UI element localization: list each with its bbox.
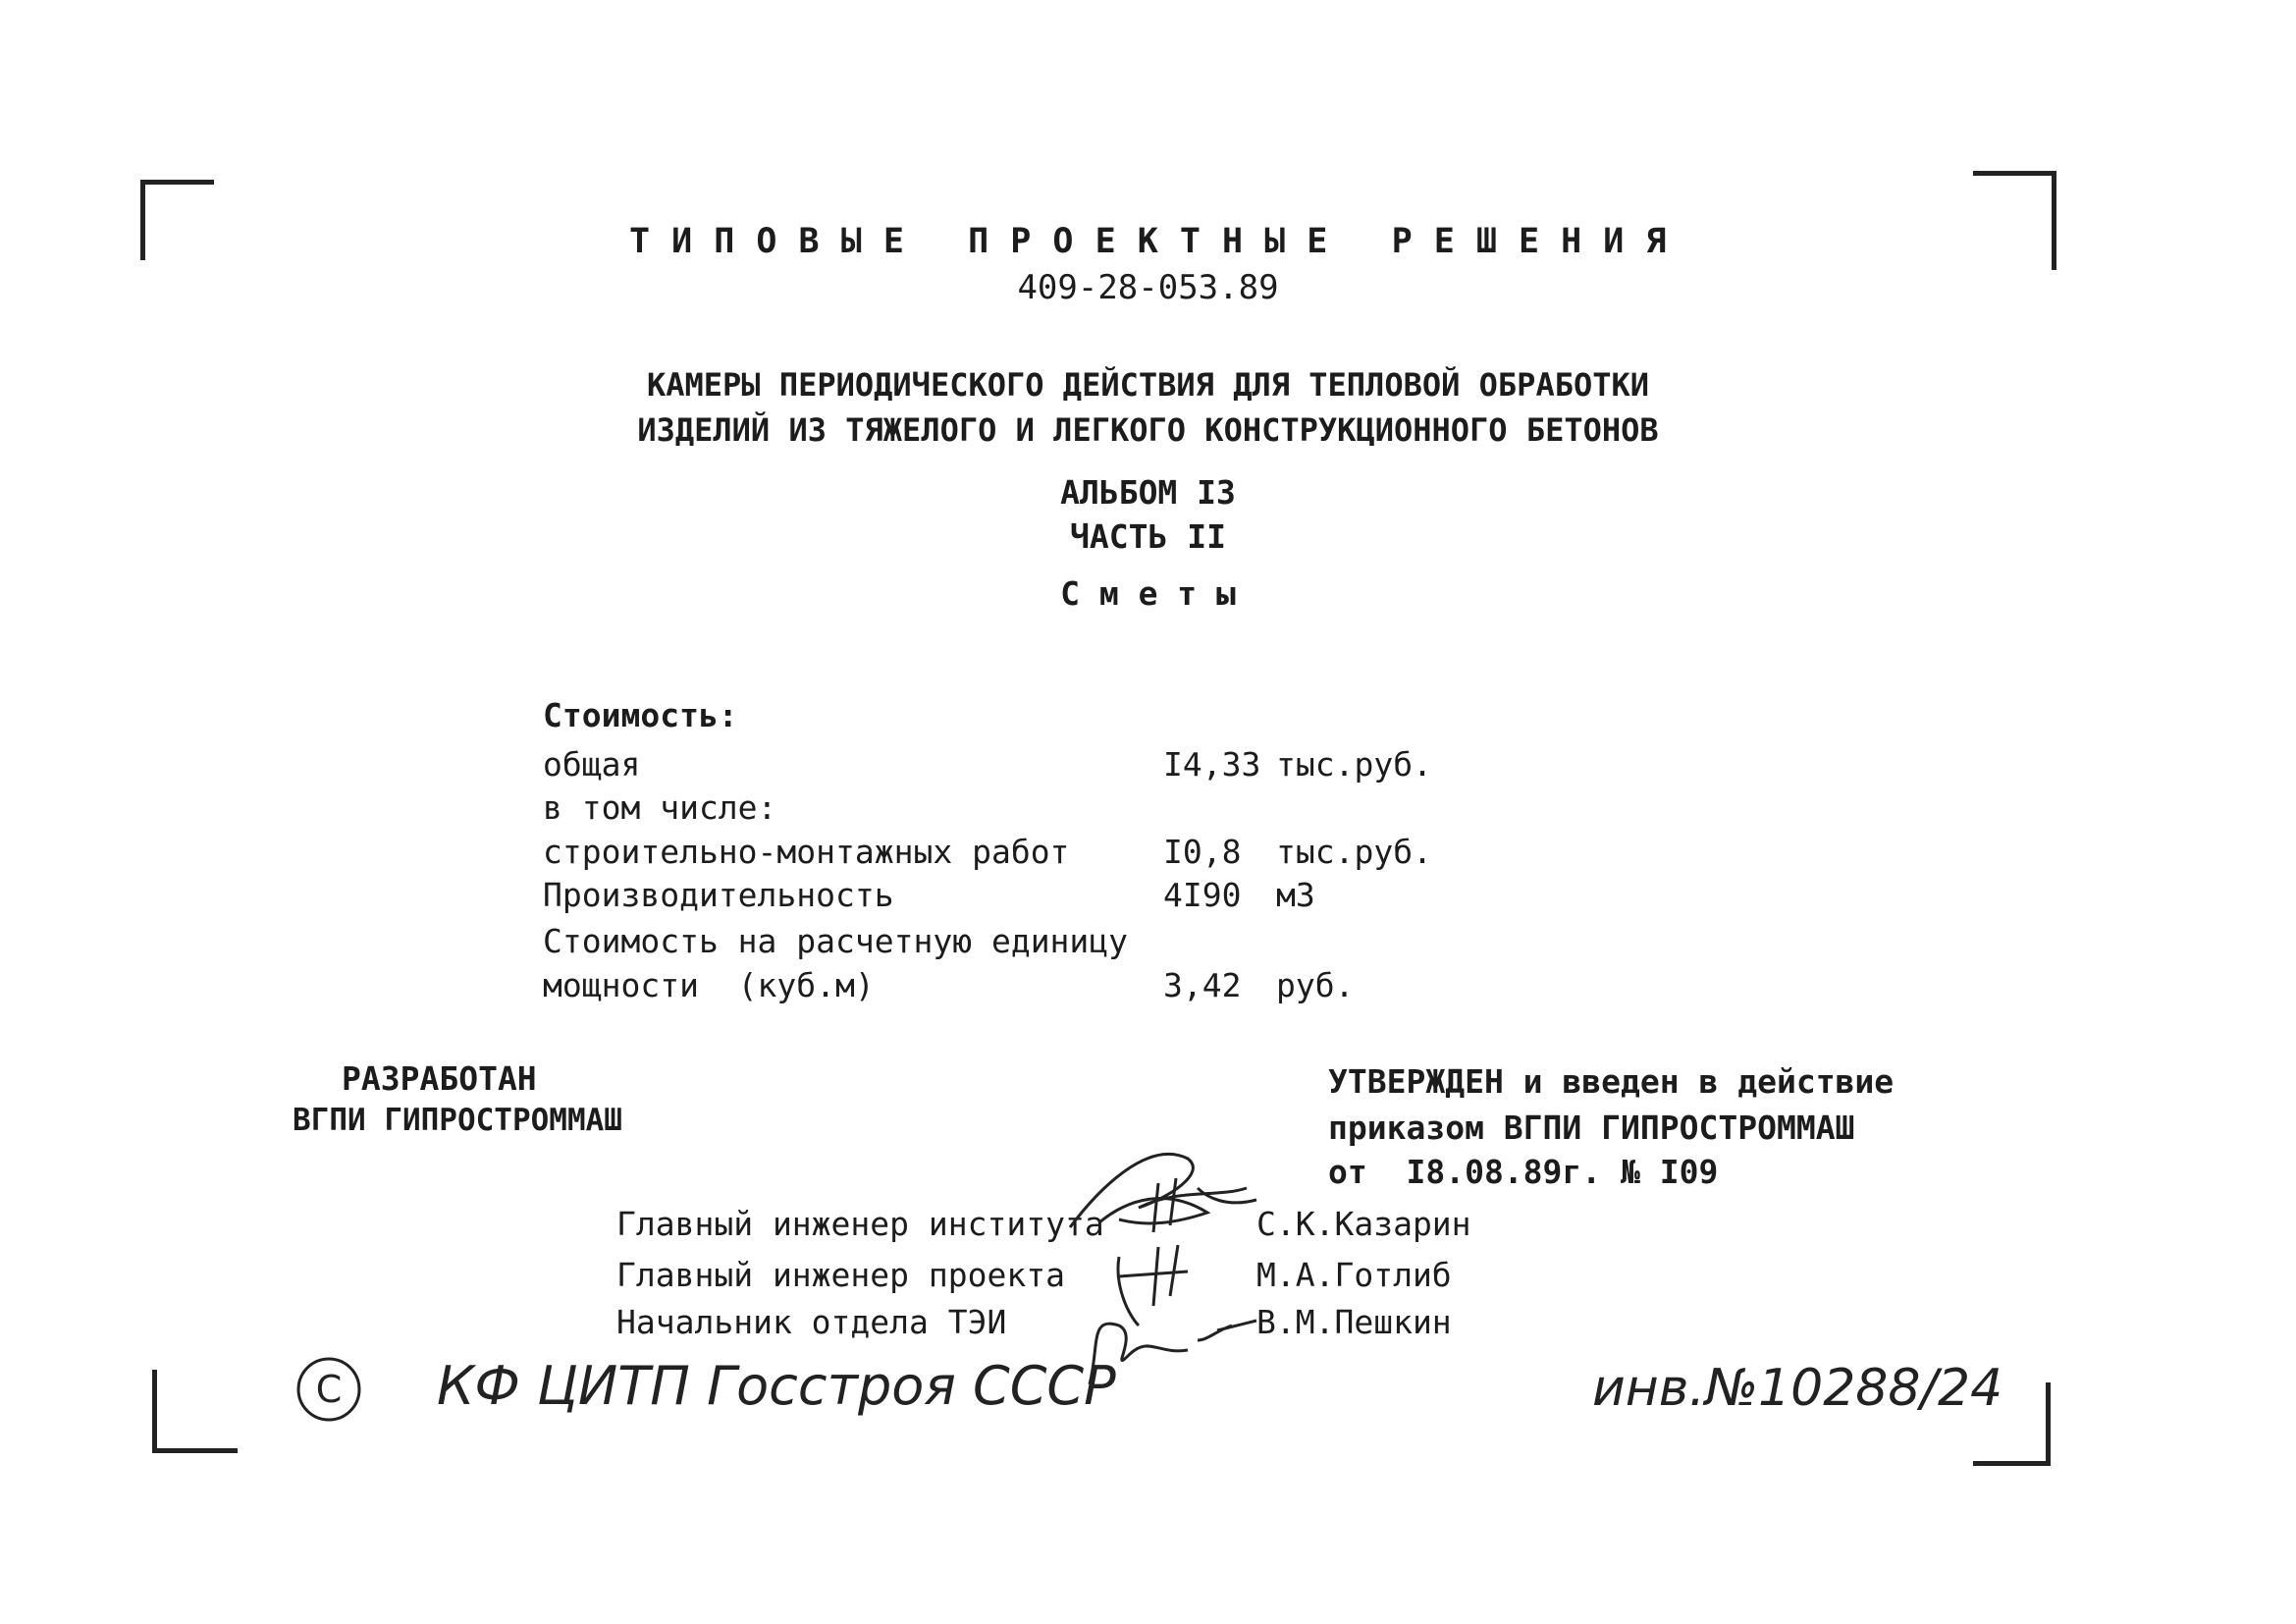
cost-row-value: 3,42: [1163, 966, 1242, 1004]
cost-heading: Стоимость:: [543, 696, 738, 734]
part-label: ЧАСТЬ II: [1070, 517, 1226, 556]
cost-row-label: Стоимость на расчетную единицу: [543, 922, 1129, 960]
signatory-name: В.М.Пешкин: [1256, 1303, 1452, 1341]
handwritten-signatures: [1060, 1129, 1276, 1384]
cost-row-value: I0,8: [1163, 833, 1242, 871]
document-number: 409-28-053.89: [1017, 268, 1279, 307]
cost-row-label: мощности (куб.м): [543, 966, 875, 1004]
album-label: АЛЬБОМ I3: [1060, 473, 1236, 512]
cost-row-label: Производительность: [543, 876, 894, 914]
approval-line-3: от I8.08.89г. № I09: [1328, 1153, 1719, 1191]
signatory-name: М.А.Готлиб: [1256, 1256, 1452, 1294]
subject-line-1: КАМЕРЫ ПЕРИОДИЧЕСКОГО ДЕЙСТВИЯ ДЛЯ ТЕПЛОВОЙ ОБРАБОТКИ: [646, 366, 1650, 404]
cost-row-value: I4,33: [1163, 745, 1261, 784]
copyright-symbol: [294, 1355, 363, 1424]
signatory-position: Начальник отдела ТЭИ: [616, 1303, 1007, 1341]
section-title: С м е т ы: [1060, 574, 1236, 613]
inventory-number-stamp: инв.№10288/24: [1592, 1359, 2003, 1418]
cost-row-unit: тыс.руб.: [1276, 745, 1432, 784]
cost-row-label: в том числе:: [543, 788, 777, 827]
cost-row-label: общая: [543, 745, 641, 784]
library-stamp: КФ ЦИТП Госстроя СССР: [437, 1355, 1116, 1417]
signatory-name: С.К.Казарин: [1256, 1205, 1471, 1243]
signatory-position: Главный инженер института: [616, 1205, 1104, 1243]
signatory-position: Главный инженер проекта: [616, 1256, 1065, 1294]
cost-row-unit: м3: [1276, 876, 1315, 914]
developer-label: РАЗРАБОТАН: [342, 1059, 537, 1098]
developer-organization: ВГПИ ГИПРОСТРОММАШ: [293, 1103, 622, 1138]
cost-row-label: строительно-монтажных работ: [543, 833, 1070, 871]
cost-row-unit: руб.: [1276, 966, 1355, 1004]
approval-line-2: приказом ВГПИ ГИПРОСТРОММАШ: [1328, 1109, 1855, 1147]
copyright-letter: C: [315, 1368, 343, 1411]
approval-line-1: УТВЕРЖДЕН и введен в действие: [1328, 1062, 1895, 1101]
subject-line-2: ИЗДЕЛИЙ ИЗ ТЯЖЕЛОГО И ЛЕГКОГО КОНСТРУКЦИОННОГО БЕТОНОВ: [637, 411, 1659, 449]
cost-row-value: 4I90: [1163, 876, 1242, 914]
series-title: Т И П О В Ы Е П Р О Е К Т Н Ы Е Р Е Ш Е Н И Я: [628, 222, 1668, 261]
cost-row-unit: тыс.руб.: [1276, 833, 1432, 871]
corner-mark-bottom-left: [152, 1370, 238, 1453]
